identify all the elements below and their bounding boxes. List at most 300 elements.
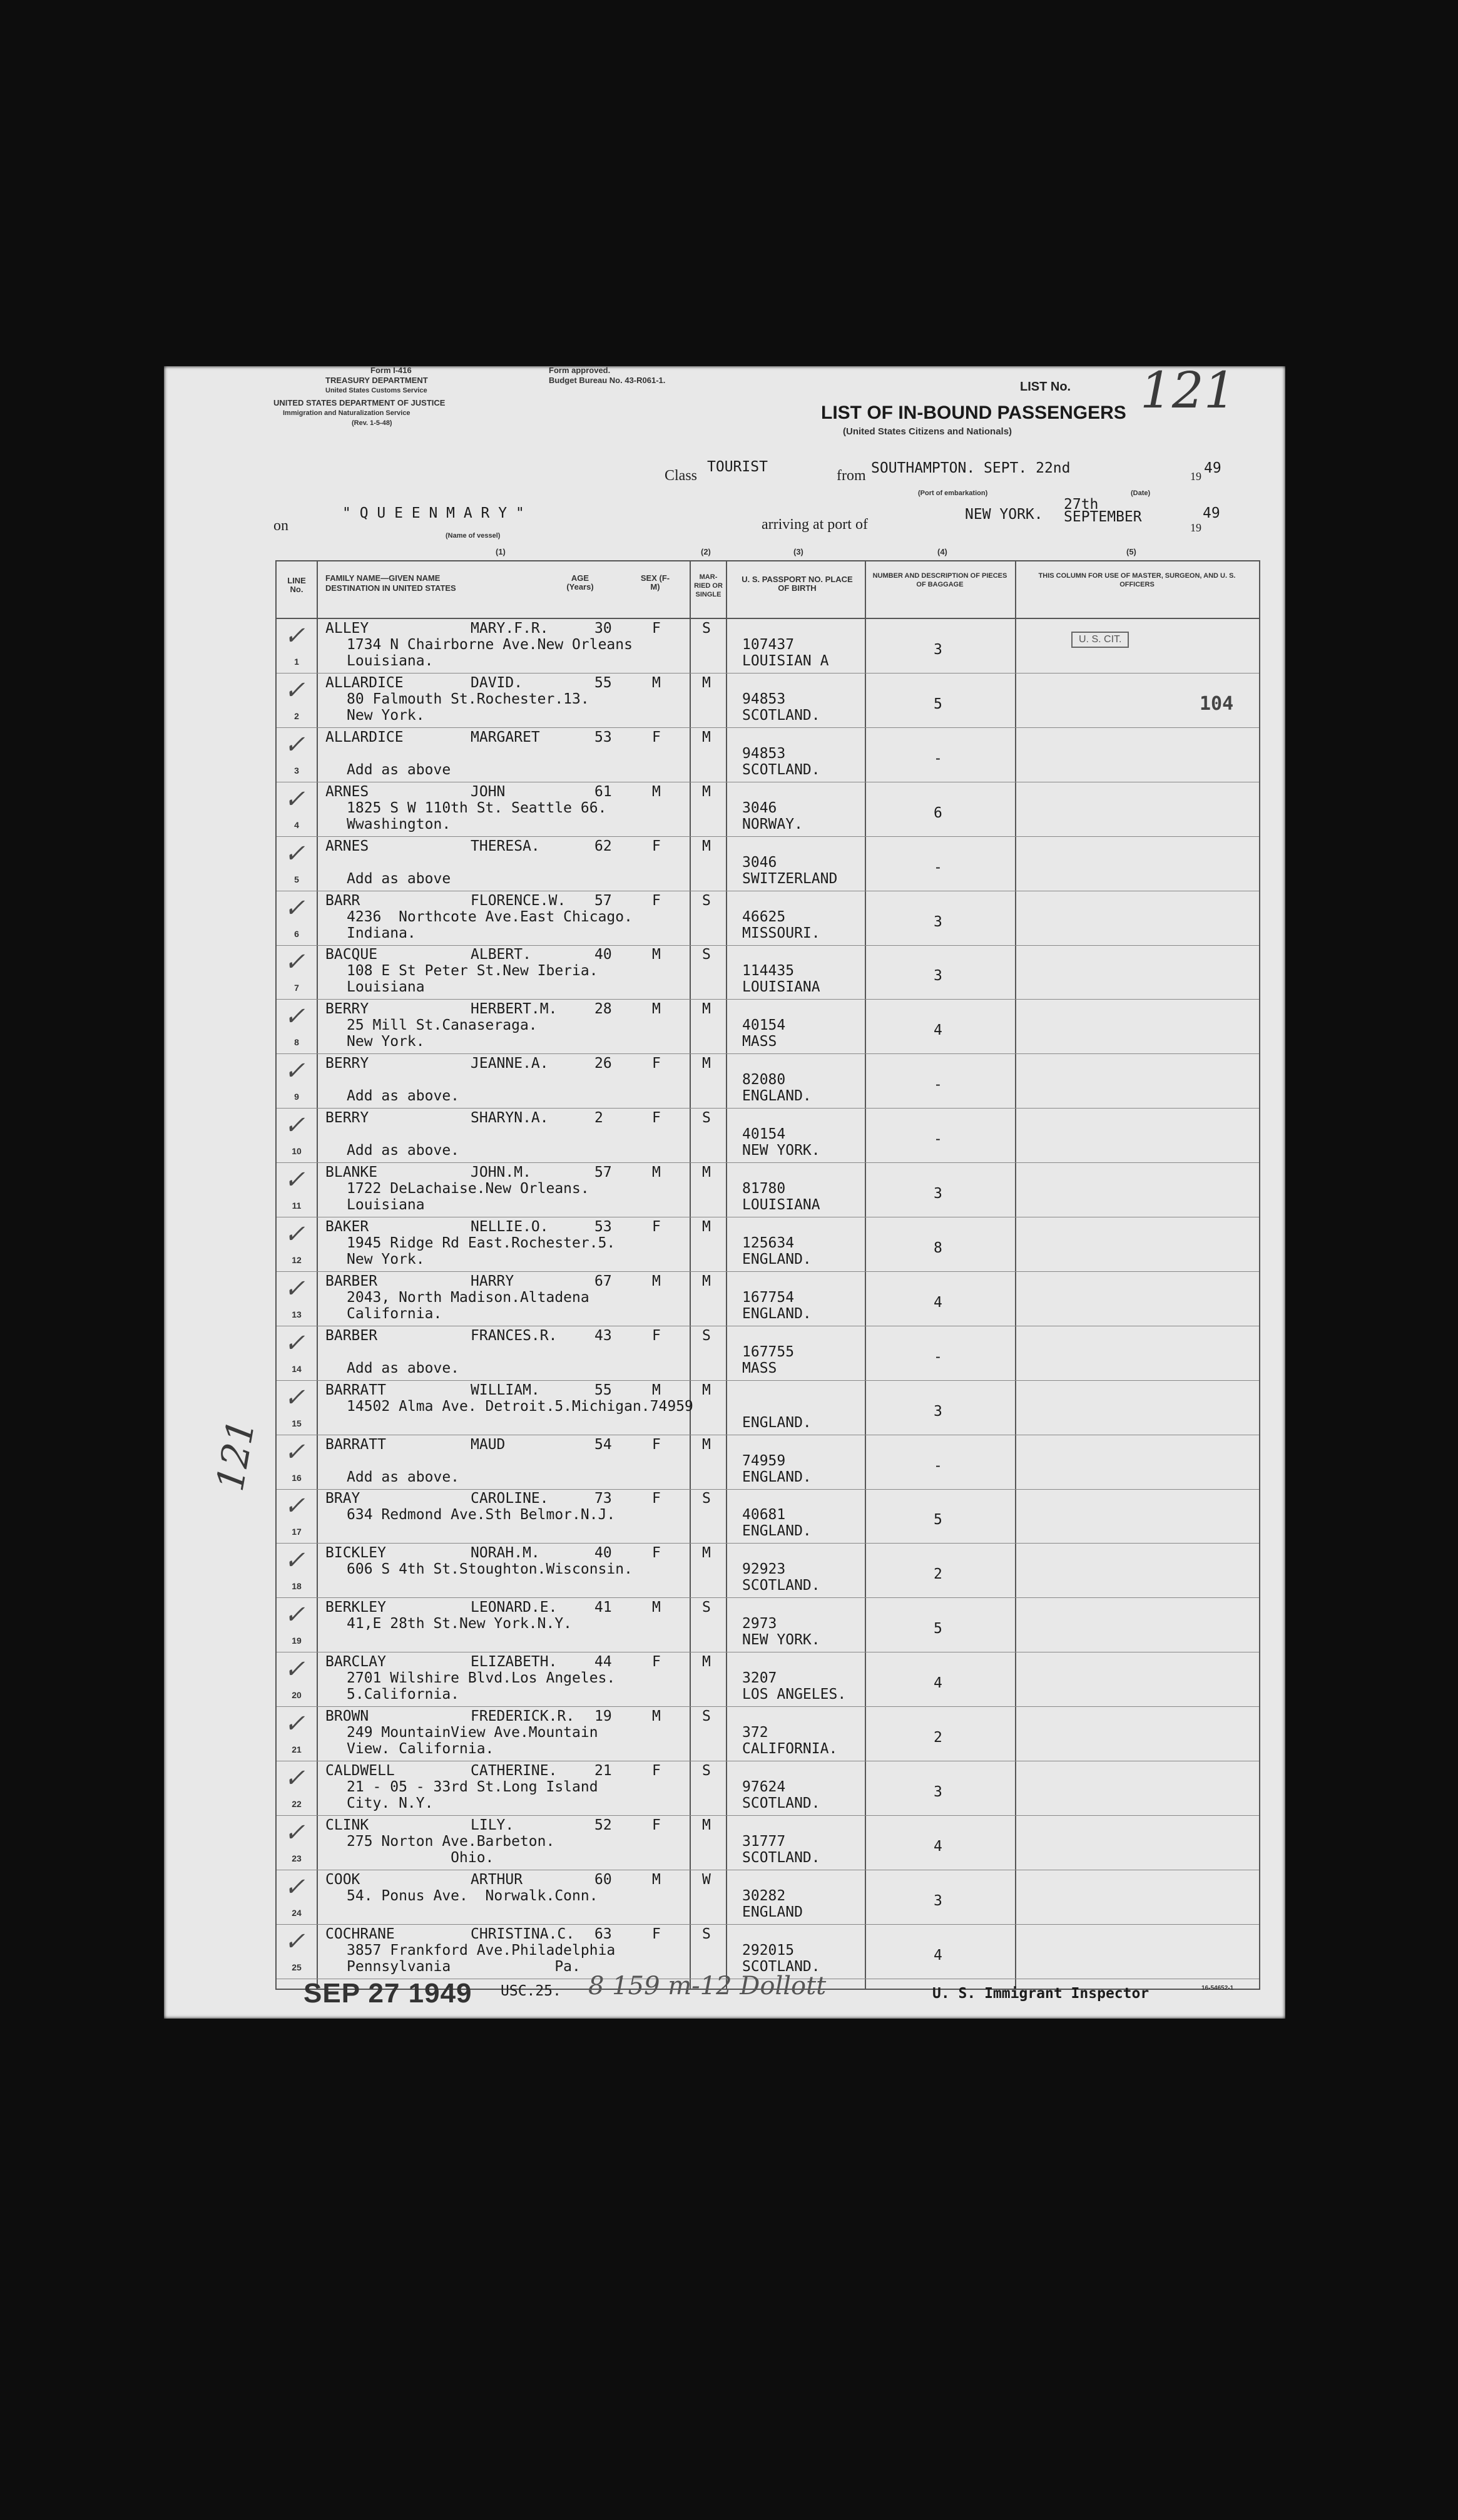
check-mark-icon: ✓ [284, 730, 305, 759]
sex: M [652, 1273, 661, 1289]
marital-status: M [702, 1273, 711, 1289]
sex: F [652, 1490, 661, 1507]
marital-status: S [702, 1762, 711, 1779]
age: 63 [594, 1925, 612, 1942]
from-value: SOUTHAMPTON. SEPT. 22nd [871, 460, 1071, 476]
line-number: 9 [294, 1092, 299, 1102]
line-number: 22 [292, 1798, 302, 1809]
marital-status: M [702, 1055, 711, 1072]
header-passport: U. S. PASSPORT NO. PLACE OF BIRTH [742, 575, 853, 593]
address-line-2: Add as above. [347, 1360, 460, 1376]
check-mark-icon: ✓ [284, 1927, 305, 1956]
baggage-count: 4 [934, 1022, 942, 1039]
passport-number: 97624 [742, 1778, 786, 1795]
surname: CLINK [325, 1816, 369, 1833]
marital-status: M [702, 1545, 711, 1562]
marital-status: M [702, 1381, 711, 1398]
given-name: SHARYN.A. [471, 1110, 549, 1127]
year1-prefix: 19 [1190, 470, 1201, 483]
age: 61 [594, 783, 612, 800]
surname: BARR [325, 892, 360, 909]
baggage-count: 3 [934, 968, 942, 985]
marital-status: S [702, 1327, 711, 1344]
place-of-birth: NEW YORK. [742, 1142, 820, 1159]
surname: ALLEY [325, 620, 369, 637]
age: 57 [594, 892, 612, 909]
check-mark-icon: ✓ [284, 1057, 305, 1086]
place-of-birth: LOUISIAN A [742, 653, 829, 669]
port-embarkation-label: (Port of embarkation) [918, 489, 988, 497]
header-destination: DESTINATION IN UNITED STATES [325, 583, 456, 593]
baggage-count: 8 [934, 1239, 942, 1256]
baggage-count: - [934, 859, 942, 876]
arrival-port: NEW YORK. [965, 506, 1043, 523]
sex: F [652, 892, 661, 909]
check-mark-icon: ✓ [284, 1655, 305, 1684]
table-row [277, 1544, 1259, 1598]
age: 21 [594, 1762, 612, 1779]
year1-value: 49 [1204, 460, 1221, 476]
baggage-count: 6 [934, 804, 942, 821]
surname: ARNES [325, 783, 369, 800]
given-name: JOHN [471, 783, 506, 800]
place-of-birth: NEW YORK. [742, 1632, 820, 1649]
age: 52 [594, 1816, 612, 1833]
line-number: 5 [294, 874, 299, 884]
check-mark-icon: ✓ [284, 1492, 305, 1521]
surname: ALLARDICE [325, 729, 404, 745]
line-number: 15 [292, 1418, 302, 1428]
surname: BERRY [325, 1110, 369, 1127]
check-mark-icon: ✓ [284, 893, 305, 923]
age: 2 [594, 1110, 603, 1127]
address-line-2: Add as above [347, 761, 451, 778]
table-row [277, 1000, 1259, 1054]
surname: BRAY [325, 1490, 360, 1507]
age: 40 [594, 946, 612, 963]
check-mark-icon: ✓ [284, 1709, 305, 1738]
check-mark-icon: ✓ [284, 1165, 305, 1194]
given-name: LEONARD.E. [471, 1599, 558, 1616]
baggage-count: 2 [934, 1566, 942, 1583]
age: 57 [594, 1164, 612, 1181]
given-name: CHRISTINA.C. [471, 1925, 575, 1942]
place-of-birth: NORWAY. [742, 816, 803, 832]
line-number: 10 [292, 1146, 302, 1157]
place-of-birth: LOS ANGELES. [742, 1686, 847, 1703]
address-line-1: 1825 S W 110th St. Seattle 66. [347, 799, 607, 816]
age: 43 [594, 1327, 612, 1344]
place-of-birth: SCOTLAND. [742, 1795, 820, 1811]
check-mark-icon: ✓ [284, 1601, 305, 1630]
baggage-count: 5 [934, 695, 942, 712]
check-mark-icon: ✓ [284, 1818, 305, 1847]
marital-status: S [702, 1708, 711, 1724]
sex: F [652, 837, 661, 854]
age: 67 [594, 1273, 612, 1289]
marital-status: W [702, 1871, 711, 1888]
marital-status: S [702, 1110, 711, 1127]
table-row [277, 1489, 1259, 1544]
surname: COOK [325, 1871, 360, 1888]
sex: F [652, 620, 661, 637]
age: 44 [594, 1654, 612, 1671]
place-of-birth: SCOTLAND. [742, 1577, 820, 1594]
address-line-2: Add as above. [347, 1088, 460, 1105]
line-number: 3 [294, 765, 299, 776]
check-mark-icon: ✓ [284, 1274, 305, 1303]
given-name: FREDERICK.R. [471, 1708, 575, 1724]
surname: BARCLAY [325, 1654, 386, 1671]
address-line-2: View. California. [347, 1741, 494, 1757]
immigration-service: Immigration and Naturalization Service [283, 409, 410, 417]
given-name: WILLIAM. [471, 1381, 540, 1398]
passport-number: 167754 [742, 1289, 795, 1306]
given-name: JOHN.M. [471, 1164, 531, 1181]
from-label: from [837, 468, 866, 484]
surname: BARRATT [325, 1436, 386, 1453]
line-number: 6 [294, 928, 299, 939]
address-line-2: New York. [347, 1251, 425, 1268]
surname: BARRATT [325, 1381, 386, 1398]
passport-number: 167755 [742, 1343, 795, 1360]
passport-number: 125634 [742, 1234, 795, 1251]
given-name: FRANCES.R. [471, 1327, 558, 1344]
baggage-count: 3 [934, 1892, 942, 1909]
place-of-birth: ENGLAND [742, 1903, 803, 1920]
baggage-count: - [934, 1077, 942, 1094]
address-line-1: 41,E 28th St.New York.N.Y. [347, 1616, 573, 1632]
class-value: TOURIST [707, 459, 768, 475]
marital-status: S [702, 1925, 711, 1942]
check-mark-icon: ✓ [284, 1111, 305, 1140]
sex: F [652, 1816, 661, 1833]
address-line-2: Louisiana [347, 979, 425, 996]
given-name: ELIZABETH. [471, 1654, 558, 1671]
sex: F [652, 1110, 661, 1127]
address-line-1: 14502 Alma Ave. Detroit.5.Michigan.74959 [347, 1398, 693, 1415]
check-mark-icon: ✓ [284, 948, 305, 977]
address-line-2: New York. [347, 707, 425, 724]
age: 41 [594, 1599, 612, 1616]
address-line-2: Wwashington. [347, 816, 451, 832]
sex: M [652, 1001, 661, 1018]
sex: M [652, 783, 661, 800]
age: 53 [594, 1218, 612, 1235]
place-of-birth: SCOTLAND. [742, 761, 820, 778]
check-mark-icon: ✓ [284, 1546, 305, 1575]
surname: BARBER [325, 1327, 378, 1344]
baggage-count: 2 [934, 1729, 942, 1746]
sex: F [652, 1925, 661, 1942]
sex: M [652, 1708, 661, 1724]
address-line-2: California. [347, 1305, 442, 1322]
address-line-1: 21 - 05 - 33rd St.Long Island [347, 1778, 598, 1795]
sex: M [652, 1599, 661, 1616]
surname: BROWN [325, 1708, 369, 1724]
address-line-2: 5.California. [347, 1686, 460, 1703]
baggage-count: - [934, 1348, 942, 1365]
line-number: 16 [292, 1472, 302, 1483]
place-of-birth: MASS [742, 1033, 777, 1050]
surname: BICKLEY [325, 1545, 386, 1562]
header-married: MAR-RIED OR SINGLE [694, 573, 723, 598]
table-row [277, 728, 1259, 782]
marital-status: M [702, 1001, 711, 1018]
place-of-birth: ENGLAND. [742, 1414, 812, 1431]
age: 53 [594, 729, 612, 745]
line-number: 25 [292, 1962, 302, 1972]
table-row [277, 1761, 1259, 1816]
line-number: 20 [292, 1690, 302, 1701]
col-num-2: (2) [701, 547, 711, 556]
baggage-count: 3 [934, 642, 942, 658]
address-line-1: 25 Mill St.Canaseraga. [347, 1017, 538, 1034]
sex: F [652, 1436, 661, 1453]
surname: BERRY [325, 1055, 369, 1072]
justice-department: UNITED STATES DEPARTMENT OF JUSTICE [273, 398, 446, 407]
sex: F [652, 1654, 661, 1671]
place-of-birth: MASS [742, 1360, 777, 1376]
marital-status: S [702, 620, 711, 637]
us-citizen-stamp: U. S. CIT. [1071, 632, 1129, 648]
address-line-2: Pennsylvania Pa. [347, 1958, 581, 1975]
surname: BACQUE [325, 946, 378, 963]
arrival-day: 27th [1064, 496, 1099, 513]
header-sex: SEX (F-M) [640, 573, 670, 592]
address-line-1: 108 E St Peter St.New Iberia. [347, 963, 598, 980]
place-of-birth: ENGLAND. [742, 1305, 812, 1322]
given-name: MAUD [471, 1436, 506, 1453]
page-title: LIST OF IN-BOUND PASSENGERS [821, 402, 1126, 423]
address-line-1: 1722 DeLachaise.New Orleans. [347, 1181, 589, 1197]
year2-value: 49 [1203, 505, 1220, 521]
sex: F [652, 729, 661, 745]
given-name: CAROLINE. [471, 1490, 549, 1507]
passport-number: 92923 [742, 1561, 786, 1578]
line-number: 24 [292, 1907, 302, 1918]
given-name: ALBERT. [471, 946, 531, 963]
age: 55 [594, 674, 612, 691]
address-line-1: 249 MountainView Ave.Mountain [347, 1724, 598, 1741]
header-age: AGE (Years) [566, 573, 594, 592]
marital-status: S [702, 1490, 711, 1507]
passport-number: 292015 [742, 1942, 795, 1959]
address-line-2: Add as above [347, 870, 451, 887]
address-line-1: 2701 Wilshire Blvd.Los Angeles. [347, 1670, 616, 1687]
place-of-birth: CALIFORNIA. [742, 1741, 838, 1757]
address-line-1: 1734 N Chairborne Ave.New Orleans [347, 637, 633, 653]
age: 62 [594, 837, 612, 854]
sex: M [652, 1164, 661, 1181]
marital-status: M [702, 1436, 711, 1453]
surname: BAKER [325, 1218, 369, 1235]
baggage-count: 3 [934, 913, 942, 930]
list-number-label: LIST No. [1020, 380, 1071, 394]
table-row [277, 674, 1259, 728]
baggage-count: - [934, 750, 942, 767]
table-row [277, 1272, 1259, 1326]
marital-status: M [702, 783, 711, 800]
table-row [277, 1054, 1259, 1109]
baggage-count: 4 [934, 1294, 942, 1311]
marital-status: S [702, 892, 711, 909]
table-row [277, 945, 1259, 1000]
arriving-label: arriving at port of [762, 516, 868, 533]
place-of-birth: SCOTLAND. [742, 707, 820, 724]
baggage-count: - [934, 1131, 942, 1148]
immigrant-inspector: U. S. Immigrant Inspector [932, 1985, 1150, 2002]
vessel-name-label: (Name of vessel) [446, 532, 501, 540]
age: 73 [594, 1490, 612, 1507]
baggage-count: - [934, 1457, 942, 1474]
check-mark-icon: ✓ [284, 1763, 305, 1793]
line-number: 7 [294, 983, 299, 993]
vessel-name: " Q U E E N M A R Y " [342, 505, 524, 521]
sex: M [652, 1871, 661, 1888]
sex: M [652, 946, 661, 963]
line-number: 21 [292, 1744, 302, 1754]
baggage-count: 3 [934, 1403, 942, 1420]
usc-code: USC.25. [501, 1983, 561, 1999]
customs-service: United States Customs Service [325, 387, 427, 394]
line-number: 23 [292, 1853, 302, 1863]
table-row [277, 837, 1259, 891]
sex: M [652, 1381, 661, 1398]
passport-number: 82080 [742, 1072, 786, 1088]
marital-status: M [702, 729, 711, 745]
check-mark-icon: ✓ [284, 784, 305, 814]
address-line-1: 54. Ponus Ave. Norwalk.Conn. [347, 1887, 598, 1904]
class-label: Class [665, 468, 698, 484]
on-label: on [273, 518, 288, 534]
given-name: HERBERT.M. [471, 1001, 558, 1018]
place-of-birth: LOUISIANA [742, 979, 820, 996]
given-name: MARY.F.R. [471, 620, 549, 637]
check-mark-icon: ✓ [284, 1328, 305, 1358]
sex: F [652, 1762, 661, 1779]
address-line-2: Indiana. [347, 925, 416, 941]
given-name: MARGARET [471, 729, 540, 745]
place-of-birth: MISSOURI. [742, 925, 820, 941]
surname: BERKLEY [325, 1599, 386, 1616]
table-row [277, 1326, 1259, 1381]
stamp-number: 104 [1200, 693, 1234, 715]
given-name: CATHERINE. [471, 1762, 558, 1779]
baggage-count: 3 [934, 1186, 942, 1202]
age: 30 [594, 620, 612, 637]
age: 40 [594, 1545, 612, 1562]
check-mark-icon: ✓ [284, 1437, 305, 1467]
address-line-2: Ohio. [347, 1849, 494, 1866]
check-mark-icon: ✓ [284, 1383, 305, 1412]
passport-number: 372 [742, 1724, 768, 1741]
marital-status: M [702, 1218, 711, 1235]
passport-number: 3207 [742, 1670, 777, 1687]
address-line-1: 275 Norton Ave.Barbeton. [347, 1833, 555, 1850]
address-line-2: Add as above. [347, 1468, 460, 1485]
line-number: 18 [292, 1581, 302, 1592]
list-number-value: 121 [1140, 361, 1236, 419]
check-mark-icon: ✓ [284, 1002, 305, 1032]
col-num-5: (5) [1126, 547, 1136, 556]
col-num-3: (3) [793, 547, 803, 556]
passport-number: 40154 [742, 1017, 786, 1034]
passport-number: 40681 [742, 1507, 786, 1524]
given-name: NORAH.M. [471, 1545, 540, 1562]
table-row [277, 1217, 1259, 1272]
place-of-birth: SCOTLAND. [742, 1849, 820, 1866]
baggage-count: 3 [934, 1783, 942, 1800]
marital-status: M [702, 1164, 711, 1181]
table-row [277, 1652, 1259, 1707]
sex: F [652, 1327, 661, 1344]
check-mark-icon: ✓ [284, 675, 305, 705]
address-line-1: 634 Redmond Ave.Sth Belmor.N.J. [347, 1507, 616, 1524]
form-approved: Form approved. [549, 366, 611, 375]
passport-number: 74959 [742, 1452, 786, 1469]
header-name: FAMILY NAME—GIVEN NAME [325, 573, 441, 583]
header-officers: THIS COLUMN FOR USE OF MASTER, SURGEON, AND U. S. OFFICERS [1038, 572, 1236, 588]
address-line-1: 2043, North Madison.Altadena [347, 1289, 589, 1306]
passport-number: 3046 [742, 799, 777, 816]
given-name: ARTHUR [471, 1871, 523, 1888]
date-label: (Date) [1131, 489, 1151, 497]
table-row [277, 1598, 1259, 1652]
place-of-birth: SWITZERLAND [742, 870, 838, 887]
baggage-count: 5 [934, 1512, 942, 1529]
sex: F [652, 1545, 661, 1562]
baggage-count: 5 [934, 1621, 942, 1637]
table-row [277, 1109, 1259, 1163]
age: 19 [594, 1708, 612, 1724]
address-line-2: Add as above. [347, 1142, 460, 1159]
address-line-2: Louisiana [347, 1197, 425, 1213]
surname: BERRY [325, 1001, 369, 1018]
passenger-table [275, 560, 1260, 1990]
surname: ALLARDICE [325, 674, 404, 691]
given-name: FLORENCE.W. [471, 892, 566, 909]
arrival-month: SEPTEMBER [1064, 509, 1142, 525]
table-row [277, 1870, 1259, 1925]
col-num-4: (4) [937, 547, 947, 556]
address-line-1: 3857 Frankford Ave.Philadelphia [347, 1942, 616, 1959]
revision: (Rev. 1-5-48) [352, 419, 392, 427]
address-line-1: 1945 Ridge Rd East.Rochester.5. [347, 1234, 616, 1251]
place-of-birth: LOUISIANA [742, 1197, 820, 1213]
marital-status: S [702, 1599, 711, 1616]
passport-number: 2973 [742, 1616, 777, 1632]
table-row [277, 891, 1259, 946]
marital-status: M [702, 1816, 711, 1833]
header-baggage: NUMBER AND DESCRIPTION OF PIECES OF BAGGAGE [872, 572, 1007, 588]
page-subtitle: (United States Citizens and Nationals) [843, 426, 1012, 437]
sex: F [652, 1218, 661, 1235]
table-row [277, 782, 1259, 837]
sex: F [652, 1055, 661, 1072]
table-row [277, 1925, 1259, 1979]
year2-prefix: 19 [1190, 521, 1201, 534]
check-mark-icon: ✓ [284, 622, 305, 650]
line-number: 13 [292, 1309, 302, 1319]
passport-number: 30282 [742, 1887, 786, 1904]
place-of-birth: ENGLAND. [742, 1088, 812, 1105]
line-number: 2 [294, 710, 299, 721]
line-number: 12 [292, 1254, 302, 1265]
table-row [277, 1435, 1259, 1490]
surname: BLANKE [325, 1164, 378, 1181]
address-line-2: City. N.Y. [347, 1795, 434, 1811]
